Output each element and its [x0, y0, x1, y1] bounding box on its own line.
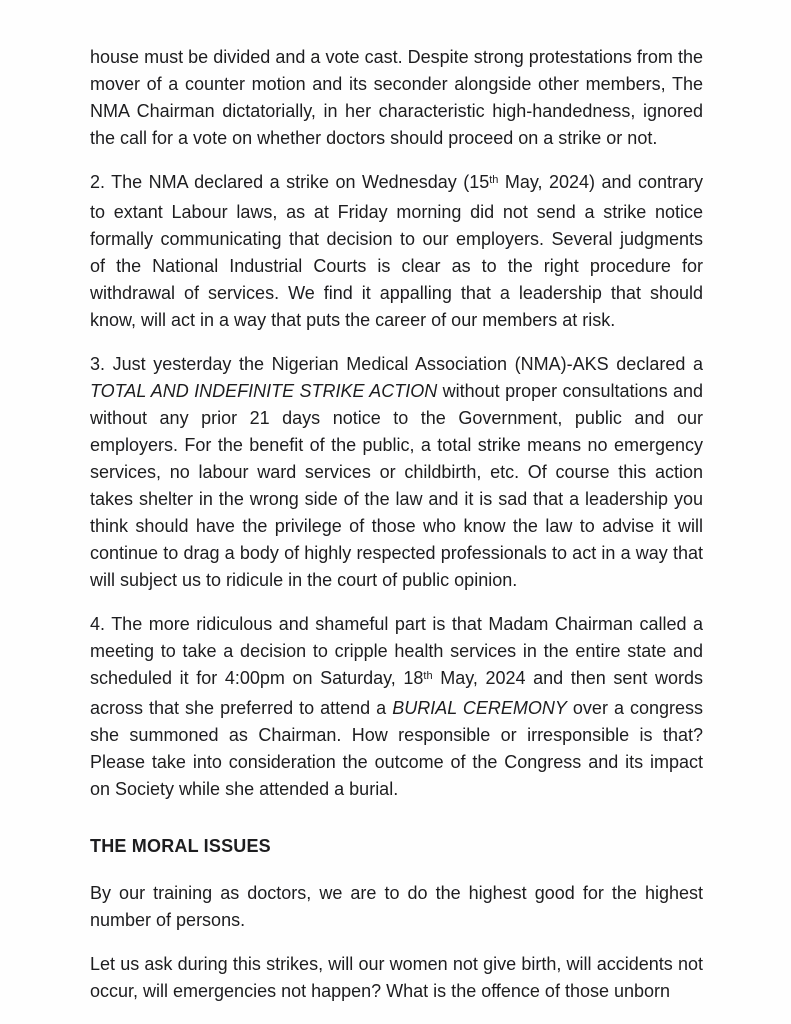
paragraph-3-text: 3. Just yesterday the Nigerian Medical Association (NMA)-AKS declared a	[90, 354, 703, 374]
paragraph-1-text: house must be divided and a vote cast. Despite strong protestations from the mover of a counter motion and its seconder alongside other members, The NMA Chairman dictatorially, in her characteristic high-handedness, ignored the call for a vote on whether doctors should proceed on a strike or not.	[90, 47, 703, 148]
paragraph-4-text: 4. The more ridiculous and shameful part is that Madam Chairman called a meeting to take a decision to cripple health services in the entire state and scheduled it for 4:00pm on Saturday, 18	[90, 614, 703, 688]
paragraph-4-text-end: over a congress she summoned as Chairman. How responsible or irresponsible is that? Please take into consideration the outcome of the Congress and its impact on Society while she attended a burial.	[90, 698, 703, 799]
paragraph-4-text-continued: May, 2024 and then sent words across that she preferred to attend a	[90, 668, 703, 718]
paragraph-3	[90, 351, 703, 594]
paragraph-3-text-continued: without proper consultations and without any prior 21 days notice to the Government, public and our employers. For the benefit of the public, a total strike means no emergency services, no labour ward services or childbirth, etc. Of course this action takes shelter in the wrong side of the law and it is sad that a leadership you think should have the privilege of those who know the law to advise it will continue to drag a body of highly respected professionals to act in a way that will subject us to ridicule in the court of public opinion.	[90, 381, 703, 590]
burial-ceremony-emphasis: BURIAL CEREMONY	[392, 698, 567, 718]
paragraph-6-text: Let us ask during this strikes, will our women not give birth, will accidents not occur, will emergencies not happen? What is the offence of those unborn	[90, 954, 703, 1001]
paragraph-5	[90, 880, 703, 934]
strike-action-emphasis: TOTAL AND INDEFINITE STRIKE ACTION	[90, 381, 438, 401]
date-ordinal-superscript: th	[423, 670, 433, 683]
paragraph-5-text: By our training as doctors, we are to do the highest good for the highest number of persons.	[90, 883, 703, 930]
section-heading-text: THE MORAL ISSUES	[90, 836, 271, 856]
paragraph-1	[90, 44, 703, 152]
paragraph-2	[90, 169, 703, 334]
paragraph-6	[90, 951, 703, 1005]
paragraph-2-text: 2. The NMA declared a strike on Wednesday (15	[90, 172, 490, 192]
paragraph-2-text-continued: May, 2024) and contrary to extant Labour laws, as at Friday morning did not send a strike notice formally communicating that decision to our employers. Several judgments of the National Industrial Courts is clear as to the right procedure for withdrawal of services. We find it appalling that a leadership that should know, will act in a way that puts the career of our members at risk.	[90, 172, 704, 330]
paragraph-4	[90, 611, 703, 803]
section-heading	[90, 833, 703, 860]
date-ordinal-superscript: th	[489, 174, 499, 187]
